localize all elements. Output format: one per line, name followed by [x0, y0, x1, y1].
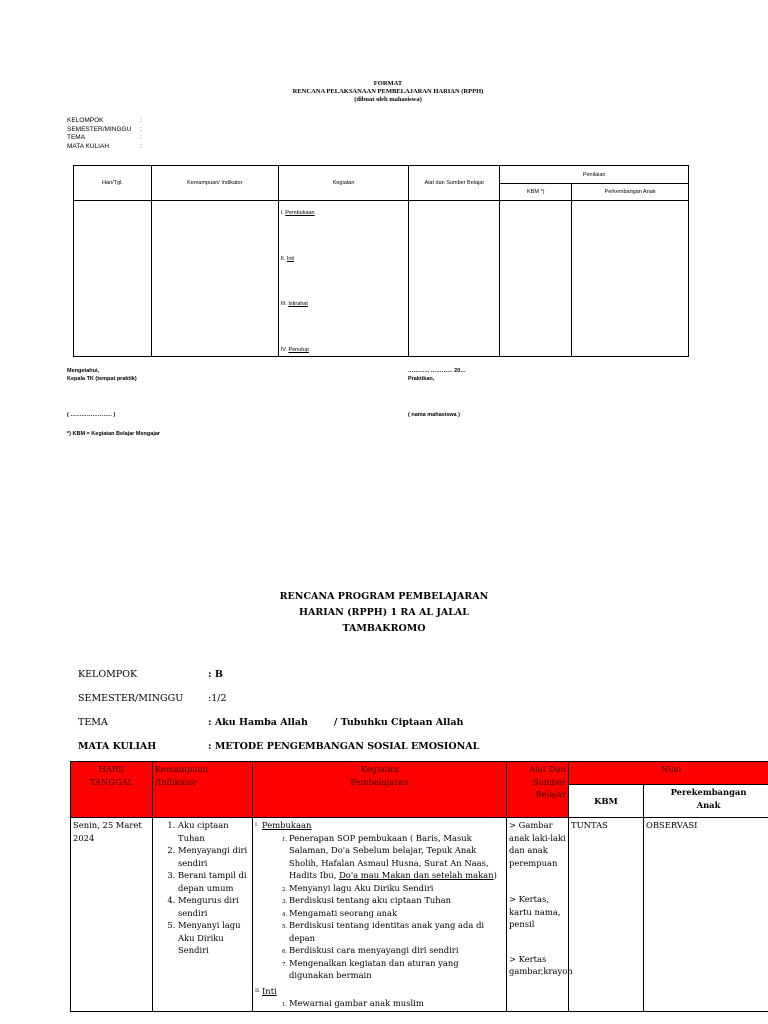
sign-left-line2: Kepala TK (tempat praktik) — [67, 376, 137, 382]
col-hari: Hari/Tgl. — [74, 166, 152, 201]
semester-value: :1/2 — [208, 692, 227, 704]
cell-empty — [572, 201, 689, 357]
header-kbm: KBM — [569, 785, 644, 818]
header-hari: HARI/ TANGGAL — [71, 762, 153, 818]
sign-right-line1: ……….., ………… 20… — [408, 368, 466, 374]
template-format-label: FORMAT — [373, 80, 403, 87]
meta-label: KELOMPOK — [67, 117, 104, 124]
list-item: 5. Berdiskusi tentang identitas anak yang ada di depan — [289, 919, 504, 944]
header-kemampuan: Kemampuan /Indikator — [153, 762, 253, 818]
col-alat: Alat dan Sumber Belajar — [409, 166, 500, 201]
header-perkembangan: Perekembangan Anak — [644, 785, 768, 818]
meta-label: SEMESTER/MINGGU — [67, 125, 132, 133]
rpph-meta — [78, 662, 479, 758]
rpph-table — [70, 761, 768, 1012]
col-penilaian: Penilaian — [500, 166, 689, 184]
list-item: 1. Penerapan SOP pembukaan ( Baris, Masuk Salaman, Do'a Sebelum belajar, Tepuk Anak Sholih, Hafalan Asmaul Husna, Surat An Naas, Hadits Ibu, Do'a mau Makan dan setelah makan) — [289, 832, 504, 882]
cell-perkembangan: OBSERVASI — [644, 818, 768, 1012]
cell-hari: Senin, 25 Maret 2024 — [71, 818, 153, 1012]
cell-empty — [500, 201, 572, 357]
list-item: 2. Menyanyi lagu Aku Diriku Sendiri — [289, 882, 504, 895]
list-item: 4. Mengamati seorang anak — [289, 907, 504, 920]
kegiatan-item: Penutup — [288, 347, 309, 353]
section-pembukaan: Pembukaan — [262, 820, 312, 830]
sign-right-name: ( nama mahasiswa ) — [408, 412, 460, 418]
template-title: RENCANA PELAKSANAAN PEMBELAJARAN HARIAN (RPPH) — [292, 88, 484, 95]
tema-value-2: / Tubuhku Ciptaan Allah — [333, 716, 464, 728]
list-item: 6. Berdiskusi cara menyayangi diri sendiri — [289, 944, 504, 957]
kegiatan-item: Pembukaan — [285, 210, 315, 216]
meta-sep: : — [140, 125, 142, 133]
cell-empty — [74, 201, 152, 357]
meta-sep: : — [140, 117, 142, 124]
col-kbm: KBM *) — [500, 184, 572, 201]
meta-label: TEMA — [67, 134, 86, 141]
sign-right-line2: Praktikan, — [408, 376, 435, 382]
list-item: 7. Mengenalkan kegiatan dan aturan yang digunakan bermain — [289, 957, 504, 982]
cell-kegiatan: I. Pembukaan II. Inti III. Istirahat IV. Penutup — [278, 201, 409, 357]
cell-kbm: TUNTAS — [569, 818, 644, 1012]
meta-sep: : — [140, 142, 142, 150]
cell-kegiatan: I. Pembukaan 1. Penerapan SOP pembukaan ( Baris, Masuk Salaman, Do'a Sebelum belajar, Tepuk Anak Sholih, Hafalan Asmaul Husna, Surat An Naas, Hadits Ibu, Do'a mau Makan dan setelah makan) 2. Menyanyi lagu Aku Diriku Sendiri 3. Berdiskusi tentang aku ciptaan Tuhan 4. Mengamati seorang anak 5. Berdiskusi tentang identitas anak yang ada di depan 6. Berdiskusi cara menyayangi diri sendiri 7. Mengenalkan kegiatan dan aturan yang digunakan bermain II. Inti 1. Mewarnai gambar anak muslim — [253, 818, 507, 1012]
kelompok-label: KELOMPOK — [78, 668, 138, 680]
list-item: 3. Berdiskusi tentang aku ciptaan Tuhan — [289, 894, 504, 907]
cell-empty — [409, 201, 500, 357]
header-kegiatan: Kegiatan Pembelajaran — [253, 762, 507, 818]
tema-value: : Aku Hamba Allah — [208, 716, 308, 728]
list-item: 2. Menyayangi diri sendiri — [178, 844, 250, 869]
template-meta — [67, 117, 142, 151]
header-nilai: Nilai — [569, 762, 768, 785]
sign-left-line1: Mengetahui, — [67, 368, 100, 374]
cell-empty — [151, 201, 278, 357]
semester-label: SEMESTER/MINGGU — [78, 692, 184, 704]
matkul-label: MATA KULIAH — [78, 740, 157, 752]
alat-item: > Kertas gambar,krayon — [509, 953, 573, 976]
alat-item: > Gambar anak laki-laki dan anak perempuan — [509, 820, 566, 868]
tema-label: TEMA — [78, 716, 108, 728]
list-item: 3. Berani tampil di depan umum — [178, 869, 250, 894]
kegiatan-item: Inti — [286, 256, 295, 262]
footnote: *) KBM = Kegiatan Belajar Mengajar — [67, 431, 161, 437]
list-item: 5. Menyanyi lagu Aku Diriku Sendiri — [178, 919, 250, 957]
section-inti: Inti — [262, 985, 277, 996]
alat-item: > Kertas, kartu nama, pensil — [509, 894, 561, 929]
cell-alat — [507, 818, 573, 1012]
kegiatan-item: Istirahat — [288, 301, 308, 307]
list-item: 4. Mengurus diri sendiri — [178, 894, 250, 919]
template-subtitle: (dibuat oleh mahasiswa) — [354, 96, 422, 103]
header-alat: Alat Dan Sumber Belajar — [507, 762, 569, 818]
template-table — [73, 165, 689, 357]
list-item: 1. Mewarnai gambar anak muslim — [289, 997, 504, 1010]
sign-left-name: ( ………………….. ) — [67, 412, 116, 418]
meta-sep: : — [140, 134, 142, 141]
col-kegiatan: Kegiatan — [278, 166, 409, 201]
rpph-title: RENCANA PROGRAM PEMBELAJARAN HARIAN (RPPH) 1 RA AL JALAL TAMBAKROMO — [279, 591, 489, 634]
matkul-value: : METODE PENGEMBANGAN SOSIAL EMOSIONAL — [208, 740, 480, 752]
cell-kemampuan — [153, 818, 253, 1012]
col-perkembangan: Perkembangan Anak — [572, 184, 689, 201]
kelompok-value: : B — [208, 668, 223, 680]
meta-label: MATA KULIAH — [67, 142, 110, 150]
list-item: 1. Aku ciptaan Tuhan — [178, 819, 250, 844]
col-kemampuan: Kemampuan/ Indikator — [151, 166, 278, 201]
